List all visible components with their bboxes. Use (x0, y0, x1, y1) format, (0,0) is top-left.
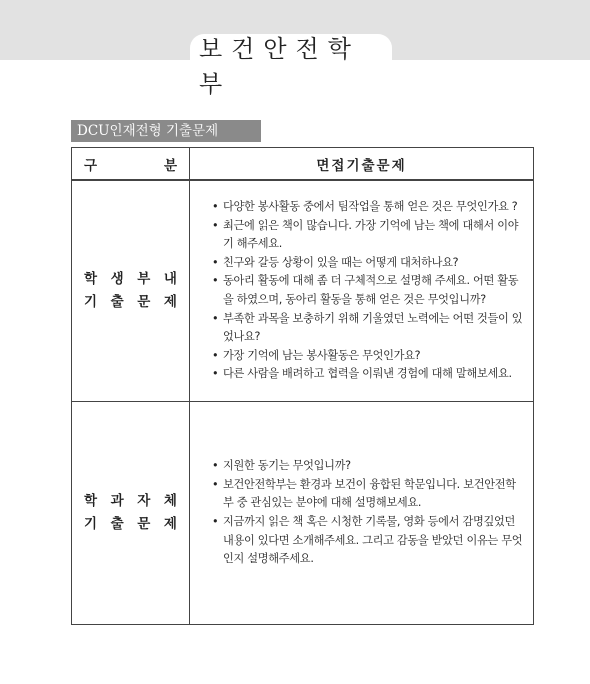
question-item: • 친구와 갈등 상황이 있을 때는 어떻게 대처하나요? (212, 254, 523, 273)
category-char: 기 (84, 294, 98, 310)
question-item: • 가장 기억에 남는 봉사활동은 무엇인가요? (212, 347, 523, 366)
title-tab (190, 34, 392, 98)
header-questions: 면접기출문제 (190, 148, 534, 181)
category-cell (72, 180, 190, 402)
table-row (72, 180, 534, 402)
question-item: • 지원한 동기는 무엇입니까? (212, 457, 523, 476)
questions-table (71, 147, 534, 625)
category-char: 내 (163, 271, 177, 287)
category-char: 출 (110, 294, 124, 310)
category-line (72, 490, 189, 513)
category-char: 학 (84, 493, 98, 509)
question-item: • 다양한 봉사활동 중에서 팀작업을 통해 얻은 것은 무엇인가요 ? (212, 198, 523, 217)
category-line (72, 513, 189, 536)
question-list (212, 457, 523, 569)
category-char: 문 (137, 294, 151, 310)
category-char: 부 (137, 271, 151, 287)
category-char: 제 (163, 294, 177, 310)
table-row (72, 402, 534, 625)
table-header-row (72, 148, 534, 181)
category-char: 출 (110, 516, 124, 532)
question-item: • 동아리 활동에 대해 좀 더 구체적으로 설명해 주세요. 어떤 활동을 하였으며, 동아리 활동을 통해 얻은 것은 무엇입니까? (212, 272, 523, 309)
category-line (72, 291, 189, 314)
category-char: 자 (137, 493, 151, 509)
category-char: 체 (163, 493, 177, 509)
question-item: • 부족한 과목을 보충하기 위해 기울였던 노력에는 어떤 것들이 있었나요? (212, 310, 523, 347)
category-cell (72, 402, 190, 625)
page-title: 보건안전학부 (199, 35, 360, 98)
category-char: 과 (110, 493, 124, 509)
category-line (72, 268, 189, 291)
header-category (72, 148, 190, 181)
questions-cell (190, 180, 534, 402)
category-char: 기 (84, 516, 98, 532)
section-label: DCU인재전형 기출문제 (71, 120, 261, 142)
category-char: 생 (110, 271, 124, 287)
header-category-char: 분 (163, 157, 177, 174)
category-char: 학 (84, 271, 98, 287)
question-item: • 보건안전학부는 환경과 보건이 융합된 학문입니다. 보건안전학부 중 관심있는 분야에 대해 설명해보세요. (212, 476, 523, 513)
question-item: • 최근에 읽은 책이 많습니다. 가장 기억에 남는 책에 대해서 이야기 해주세요. (212, 217, 523, 254)
questions-cell (190, 402, 534, 625)
category-char: 제 (163, 516, 177, 532)
question-item: • 다른 사람을 배려하고 협력을 이뤄낸 경험에 대해 말해보세요. (212, 365, 523, 384)
category-char: 문 (137, 516, 151, 532)
header-category-char: 구 (84, 157, 98, 174)
question-item: • 지금까지 읽은 책 혹은 시청한 기록물, 영화 등에서 감명깊었던 내용이 있다면 소개해주세요. 그리고 감동을 받았던 이유는 무엇인지 설명해주세요. (212, 513, 523, 569)
question-list (212, 198, 523, 384)
